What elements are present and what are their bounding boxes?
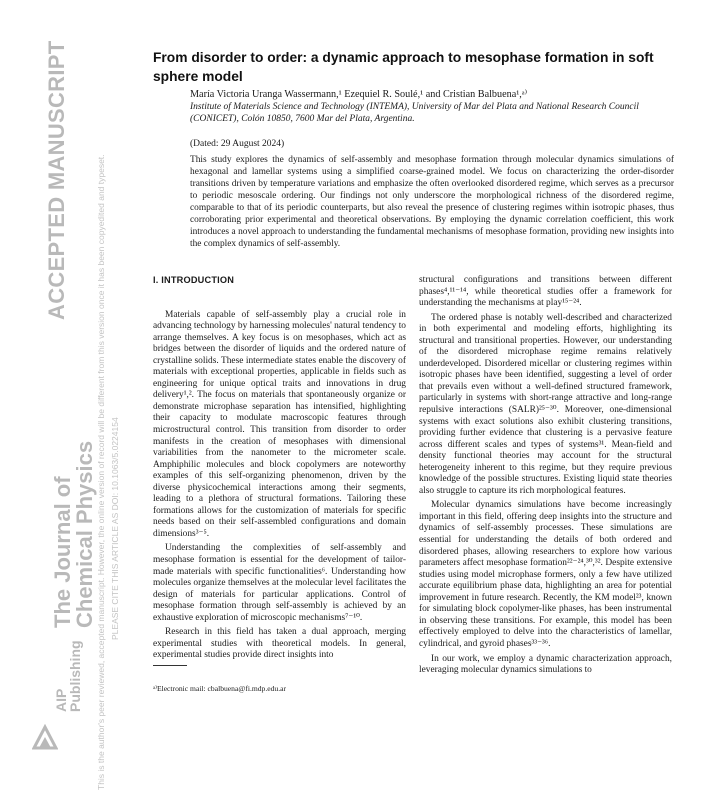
- author-list: María Victoria Uranga Wassermann,¹ Ezequiel R. Soulé,¹ and Cristian Balbuena¹,ᵃ⁾: [190, 89, 528, 100]
- intro-paragraph-5: Molecular dynamics simulations have become increasingly important in this field, offering deep insights into the structure and dynamics of self-assembly processes. These simulations are essential for understanding the details of both ordered and disordered phases, allowing researchers to explore how various parameters affect mesophase formation²²⁻²⁴,³⁰,³². Despite extensive studies using model microphase formers, only a few have utilized accurate equilibrium phase data, highlighting an area for potential improvement in future research. Recently, the KM model²³, known for simulating block copolymer-like phases, has been instrumental in observing these transitions. For example, this model has been effectively employed to delve into the characteristics of lamellar, cylindrical, and gyroid phases³³⁻³⁶.: [419, 500, 672, 649]
- publisher-line2: Publishing: [67, 640, 83, 712]
- aip-logo-icon: [32, 724, 58, 750]
- footnote-divider: [153, 665, 187, 666]
- doi-citation: PLEASE CITE THIS ARTICLE AS DOI: 10.1063/5.0224154: [110, 417, 120, 640]
- journal-name-line2: Chemical Physics: [72, 440, 97, 628]
- manuscript-notice: This is the author's peer reviewed, accepted manuscript. However, the online version of record will be different from this version once it has been copyedited and typeset.: [96, 154, 106, 790]
- intro-paragraph-4: The ordered phase is notably well-described and characterized in both experimental and modeling efforts, highlighting its structural and transitional properties. However, our understanding of the disordered microphase regime remains relatively underdeveloped. Disordered micellar or clustering regimes within isotropic phases have been identified, suggesting a level of order that prevails even without a well-defined structured framework, particularly in systems with short-range attractive and long-range repulsive interactions (SALR)²⁵⁻³⁰. Moreover, one-dimensional systems with exact solutions also exhibit clustering transitions, providing further evidence that clustering is a pervasive feature across different scales and types of systems³¹. Mean-field and density functional theories may account for the structural heterogeneity inherent to this regime, but they require previous knowledge of the possible structures. Existing liquid state theories also struggle to capture its rich morphological features.: [419, 312, 672, 496]
- paper-title: From disorder to order: a dynamic approach to mesophase formation in soft sphere model: [153, 50, 654, 84]
- intro-paragraph-1: Materials capable of self-assembly play a crucial role in advancing technology by harnessing molecules' natural tendency to arrange themselves. A key focus is on mesophases, which act as bridges between the disorder of liquids and the ordered nature of crystalline solids. These intermediate states enable the discovery of materials with exceptional properties, applicable in fields such as engineering for unique optical traits and innovations in drug delivery¹,². The focus on materials that spontaneously organize or demonstrate microphase separation has intensified, highlighting their capacity to modulate macroscopic features through microstructural control. This transition from disorder to order manifests in the creation of mesophases with dimensional variabilities from the nanometer to the micrometer scale. Amphiphilic molecules and block copolymers are noteworthy examples of this self-organizing phenomenon, driven by the diverse physicochemical interactions among their segments, leading to a plethora of structural formations. Tailoring these formations allows for the customization of materials for specific needs based on their self-assembled configurations and domain dimensions³⁻⁵.: [153, 309, 406, 539]
- intro-paragraph-continued: structural configurations and transitions between different phases⁴,¹¹⁻¹⁴, while theoretical studies offer a framework for understanding the mechanisms at play¹⁵⁻²⁴.: [419, 275, 672, 309]
- abstract: This study explores the dynamics of self-assembly and mesophase formation through molecular dynamics simulations of hexagonal and lamellar systems using a simplified coarse-grained model. We focus on characterizing the order-disorder transitions driven by temperature variations and emphasize the often overlooked disordered regime, which serves as a precursor to periodic mesoscale ordering. Our findings not only underscore the morphological richness of the disordered regime, comparable to that of its periodic counterparts, but also reveal the presence of clustering regimes within isotropic phases, thus corroborating prior experimental and theoretical observations. By employing the dynamic correlation coefficient, this work introduces a novel approach to understanding the fundamental mechanisms of mesophase formation, providing new insights into the complex dynamics of self-assembly.: [190, 155, 674, 249]
- affiliation: Institute of Materials Science and Technology (INTEMA), University of Mar del Plata and National Research Council (CONICET), Colón 10850, 7600 Mar del Plata, Argentina.: [190, 102, 639, 124]
- publisher-line1: AIP: [53, 688, 69, 712]
- date-line: (Dated: 29 August 2024): [190, 139, 285, 149]
- journal-name: [52, 441, 96, 628]
- section-heading-introduction: I. INTRODUCTION: [153, 275, 235, 285]
- intro-paragraph-2: Understanding the complexities of self-assembly and mesophase formation is essential for the development of tailor-made materials with specific functionalities⁶. Understanding how molecules organize themselves at the molecular level facilitates the design of materials for particular applications. Control of mesophase formation through self-assembly is achieved by an exhaustive exploration of microscopic mechanisms⁷⁻¹⁰.: [153, 543, 406, 623]
- publisher-name: [54, 640, 82, 712]
- footnote-email: ᵃ⁾Electronic mail: cbalbuena@fi.mdp.edu.ar: [153, 684, 287, 693]
- intro-paragraph-6: In our work, we employ a dynamic characterization approach, leveraging molecular dynamics simulations to: [419, 653, 672, 676]
- right-column: [419, 275, 672, 680]
- intro-paragraph-3: Research in this field has taken a dual approach, merging experimental studies with theoretical models. In general, experimental studies provide direct insights into: [153, 627, 406, 661]
- accepted-manuscript-label: ACCEPTED MANUSCRIPT: [44, 40, 69, 320]
- left-column: [153, 275, 406, 665]
- journal-name-line1: The Journal of: [50, 476, 75, 628]
- journal-sidebar: [6, 0, 97, 792]
